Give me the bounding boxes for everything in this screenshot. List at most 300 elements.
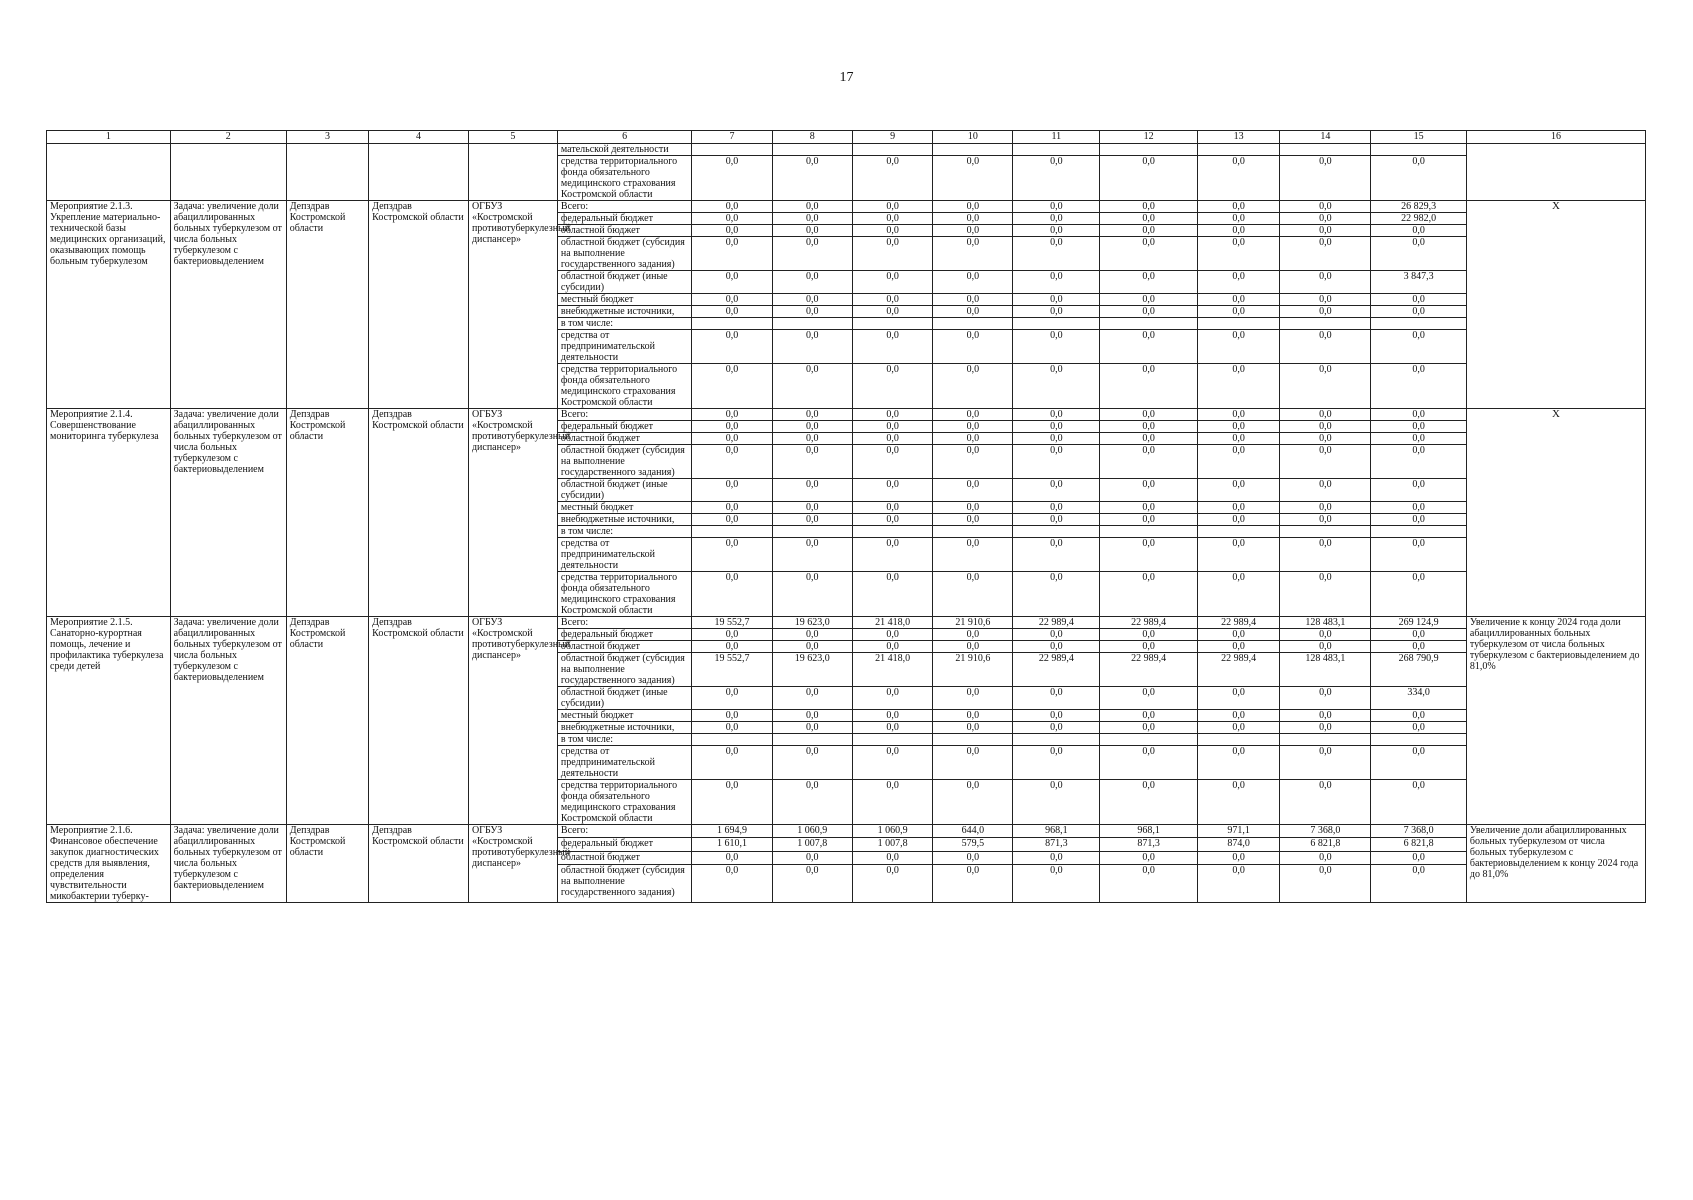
amount-cell: 334,0 (1371, 687, 1466, 710)
funding-source: мательской деятельности (557, 144, 692, 156)
amount-cell: 0,0 (852, 780, 932, 825)
amount-cell: 19 552,7 (692, 653, 772, 687)
amount-cell: 0,0 (1100, 629, 1198, 641)
amount-cell: 0,0 (772, 629, 852, 641)
amount-cell: 0,0 (692, 780, 772, 825)
amount-cell: 0,0 (852, 865, 932, 903)
amount-cell: 0,0 (933, 271, 1013, 294)
amount-cell: 0,0 (1100, 514, 1198, 526)
amount-cell: 0,0 (1197, 330, 1279, 364)
funding-source: средства от предпринимательской деятельности (557, 538, 692, 572)
amount-cell (1100, 526, 1198, 538)
amount-cell: 0,0 (1371, 746, 1466, 780)
funding-source: в том числе: (557, 734, 692, 746)
funding-source: областной бюджет (557, 225, 692, 237)
task-cell: Задача: увеличение доли абациллированных больных туберкулезом от числа больных туберкулезом с бактериовыделением (170, 201, 286, 409)
amount-cell: 1 610,1 (692, 838, 772, 851)
amount-cell: 0,0 (1197, 687, 1279, 710)
amount-cell: 0,0 (1197, 433, 1279, 445)
amount-cell: 0,0 (1100, 306, 1198, 318)
funding-source: областной бюджет (557, 641, 692, 653)
amount-cell: 0,0 (692, 514, 772, 526)
amount-cell: 0,0 (1100, 271, 1198, 294)
amount-cell: 0,0 (852, 225, 932, 237)
amount-cell: 0,0 (692, 201, 772, 213)
amount-cell: 0,0 (692, 722, 772, 734)
amount-cell (1197, 526, 1279, 538)
amount-cell: 22 989,4 (1013, 653, 1100, 687)
amount-cell: 0,0 (692, 710, 772, 722)
amount-cell: 0,0 (1197, 445, 1279, 479)
amount-cell: 0,0 (852, 722, 932, 734)
amount-cell: 968,1 (1013, 825, 1100, 838)
funding-source: внебюджетные источники, (557, 306, 692, 318)
funding-source: местный бюджет (557, 710, 692, 722)
amount-cell: 22 989,4 (1100, 653, 1198, 687)
amount-cell: 0,0 (772, 538, 852, 572)
funding-source: внебюджетные источники, (557, 722, 692, 734)
amount-cell: 0,0 (1280, 722, 1371, 734)
funding-source: областной бюджет (557, 851, 692, 864)
amount-cell: 0,0 (1013, 433, 1100, 445)
amount-cell: 1 007,8 (772, 838, 852, 851)
amount-cell: 0,0 (1371, 865, 1466, 903)
amount-cell: 0,0 (1013, 237, 1100, 271)
amount-cell: 1 060,9 (852, 825, 932, 838)
amount-cell (772, 144, 852, 156)
amount-cell: 0,0 (1100, 479, 1198, 502)
coexecutor-cell: Депздрав Костромской области (369, 617, 469, 825)
amount-cell: 7 368,0 (1280, 825, 1371, 838)
amount-cell (692, 734, 772, 746)
amount-cell: 0,0 (1371, 330, 1466, 364)
column-header: 1 (47, 131, 171, 144)
amount-cell: 7 368,0 (1371, 825, 1466, 838)
amount-cell: 968,1 (1100, 825, 1198, 838)
column-header: 15 (1371, 131, 1466, 144)
amount-cell: 21 418,0 (852, 653, 932, 687)
amount-cell: 0,0 (1371, 710, 1466, 722)
amount-cell: 22 989,4 (1197, 653, 1279, 687)
amount-cell: 0,0 (852, 364, 932, 409)
event-cell (47, 144, 171, 201)
amount-cell: 0,0 (1100, 851, 1198, 864)
amount-cell: 0,0 (1280, 364, 1371, 409)
amount-cell: 0,0 (852, 237, 932, 271)
amount-cell: 0,0 (1013, 865, 1100, 903)
table-body (47, 144, 1646, 903)
column-header: 6 (557, 131, 692, 144)
amount-cell: 0,0 (852, 156, 932, 201)
amount-cell: 0,0 (1100, 641, 1198, 653)
amount-cell: 0,0 (1197, 237, 1279, 271)
amount-cell: 19 623,0 (772, 653, 852, 687)
funding-source: в том числе: (557, 318, 692, 330)
amount-cell: 0,0 (1197, 502, 1279, 514)
amount-cell: 644,0 (933, 825, 1013, 838)
funding-source: Всего: (557, 201, 692, 213)
amount-cell: 0,0 (1280, 306, 1371, 318)
amount-cell: 0,0 (1371, 514, 1466, 526)
effect-cell: X (1466, 409, 1645, 617)
amount-cell: 0,0 (852, 710, 932, 722)
program-table (46, 130, 1646, 903)
amount-cell (1013, 526, 1100, 538)
amount-cell: 19 552,7 (692, 617, 772, 629)
amount-cell: 0,0 (1197, 364, 1279, 409)
amount-cell: 0,0 (1100, 746, 1198, 780)
amount-cell: 0,0 (933, 502, 1013, 514)
amount-cell: 0,0 (1197, 225, 1279, 237)
participant-cell (468, 144, 557, 201)
amount-cell: 0,0 (1371, 722, 1466, 734)
amount-cell (1280, 144, 1371, 156)
amount-cell: 128 483,1 (1280, 653, 1371, 687)
funding-source: Всего: (557, 825, 692, 838)
amount-cell: 22 989,4 (1100, 617, 1198, 629)
amount-cell: 3 847,3 (1371, 271, 1466, 294)
funding-source: областной бюджет (субсидия на выполнение государственного задания) (557, 865, 692, 903)
column-header: 13 (1197, 131, 1279, 144)
amount-cell: 22 989,4 (1013, 617, 1100, 629)
amount-cell: 0,0 (692, 479, 772, 502)
amount-cell: 0,0 (852, 433, 932, 445)
funding-source: областной бюджет (иные субсидии) (557, 687, 692, 710)
amount-cell: 0,0 (933, 433, 1013, 445)
amount-cell (772, 734, 852, 746)
funding-source: областной бюджет (субсидия на выполнение государственного задания) (557, 445, 692, 479)
amount-cell: 0,0 (772, 514, 852, 526)
amount-cell: 0,0 (1371, 421, 1466, 433)
amount-cell: 0,0 (772, 330, 852, 364)
funding-source: областной бюджет (субсидия на выполнение государственного задания) (557, 237, 692, 271)
coexecutor-cell: Депздрав Костромской области (369, 825, 469, 903)
amount-cell: 0,0 (1100, 538, 1198, 572)
amount-cell: 0,0 (1280, 780, 1371, 825)
amount-cell: 0,0 (1013, 409, 1100, 421)
amount-cell: 0,0 (1371, 306, 1466, 318)
amount-cell: 0,0 (1280, 641, 1371, 653)
executor-cell: Депздрав Костромской области (286, 409, 368, 617)
amount-cell: 0,0 (772, 722, 852, 734)
amount-cell: 0,0 (1280, 421, 1371, 433)
table-row (47, 825, 1646, 838)
amount-cell: 0,0 (772, 213, 852, 225)
amount-cell: 0,0 (1371, 364, 1466, 409)
amount-cell: 0,0 (852, 479, 932, 502)
amount-cell: 0,0 (1280, 514, 1371, 526)
amount-cell: 0,0 (1197, 271, 1279, 294)
funding-source: областной бюджет (субсидия на выполнение государственного задания) (557, 653, 692, 687)
amount-cell: 0,0 (692, 271, 772, 294)
amount-cell: 21 910,6 (933, 653, 1013, 687)
amount-cell: 0,0 (1371, 572, 1466, 617)
amount-cell (1197, 734, 1279, 746)
amount-cell: 0,0 (852, 572, 932, 617)
amount-cell: 0,0 (1100, 330, 1198, 364)
amount-cell: 0,0 (1013, 421, 1100, 433)
amount-cell: 0,0 (1371, 294, 1466, 306)
event-cell: Мероприятие 2.1.4. Совершенствование мониторинга туберкулеза (47, 409, 171, 617)
amount-cell: 6 821,8 (1280, 838, 1371, 851)
amount-cell: 0,0 (1197, 641, 1279, 653)
amount-cell: 0,0 (1100, 865, 1198, 903)
amount-cell: 0,0 (1100, 710, 1198, 722)
funding-source: средства территориального фонда обязательного медицинского страхования Костромской области (557, 572, 692, 617)
column-header: 16 (1466, 131, 1645, 144)
coexecutor-cell: Депздрав Костромской области (369, 201, 469, 409)
amount-cell: 0,0 (852, 421, 932, 433)
amount-cell (1197, 144, 1279, 156)
amount-cell: 0,0 (852, 306, 932, 318)
amount-cell: 0,0 (1100, 572, 1198, 617)
amount-cell: 0,0 (692, 851, 772, 864)
amount-cell (772, 318, 852, 330)
participant-cell: ОГБУЗ «Костромской противотуберкулезный диспансер» (468, 409, 557, 617)
participant-cell: ОГБУЗ «Костромской противотуберкулезный диспансер» (468, 617, 557, 825)
amount-cell (692, 526, 772, 538)
effect-cell: Увеличение к концу 2024 года доли абациллированных больных туберкулезом от числа больных туберкулезом с бактериовыделением до 81,0% (1466, 617, 1645, 825)
amount-cell: 0,0 (1100, 225, 1198, 237)
amount-cell (933, 526, 1013, 538)
amount-cell: 0,0 (1371, 237, 1466, 271)
amount-cell: 0,0 (692, 572, 772, 617)
executor-cell (286, 144, 368, 201)
amount-cell (852, 144, 932, 156)
amount-cell (933, 318, 1013, 330)
column-header: 11 (1013, 131, 1100, 144)
column-header: 14 (1280, 131, 1371, 144)
amount-cell: 0,0 (772, 865, 852, 903)
funding-source: областной бюджет (иные субсидии) (557, 271, 692, 294)
amount-cell (1100, 318, 1198, 330)
effect-cell: Увеличение доли абациллированных больных туберкулезом от числа больных туберкулезом с бактериовыделением к концу 2024 года до 81,0% (1466, 825, 1645, 903)
amount-cell: 1 007,8 (852, 838, 932, 851)
amount-cell: 0,0 (933, 421, 1013, 433)
amount-cell: 874,0 (1197, 838, 1279, 851)
amount-cell: 0,0 (852, 687, 932, 710)
amount-cell: 0,0 (692, 364, 772, 409)
amount-cell: 0,0 (692, 213, 772, 225)
amount-cell: 0,0 (1013, 687, 1100, 710)
amount-cell (1371, 144, 1466, 156)
amount-cell: 0,0 (933, 225, 1013, 237)
amount-cell: 0,0 (772, 409, 852, 421)
amount-cell: 0,0 (933, 294, 1013, 306)
amount-cell: 0,0 (772, 225, 852, 237)
amount-cell: 0,0 (1013, 445, 1100, 479)
amount-cell: 1 694,9 (692, 825, 772, 838)
task-cell: Задача: увеличение доли абациллированных больных туберкулезом от числа больных туберкулезом с бактериовыделением (170, 409, 286, 617)
amount-cell: 0,0 (1197, 213, 1279, 225)
amount-cell: 0,0 (852, 538, 932, 572)
amount-cell: 0,0 (1280, 294, 1371, 306)
amount-cell: 0,0 (852, 514, 932, 526)
amount-cell: 0,0 (1013, 294, 1100, 306)
amount-cell: 0,0 (1013, 722, 1100, 734)
amount-cell: 0,0 (852, 851, 932, 864)
amount-cell: 0,0 (852, 409, 932, 421)
amount-cell: 0,0 (1013, 225, 1100, 237)
amount-cell: 0,0 (1100, 409, 1198, 421)
amount-cell: 1 060,9 (772, 825, 852, 838)
event-cell: Мероприятие 2.1.3. Укрепление материально-технической базы медицинских организаций, оказывающих помощь больным туберкулезом (47, 201, 171, 409)
amount-cell: 0,0 (933, 687, 1013, 710)
amount-cell: 0,0 (1280, 746, 1371, 780)
amount-cell: 0,0 (1100, 502, 1198, 514)
amount-cell (1013, 318, 1100, 330)
amount-cell: 0,0 (852, 629, 932, 641)
table-row (47, 409, 1646, 421)
funding-source: местный бюджет (557, 502, 692, 514)
amount-cell: 0,0 (692, 445, 772, 479)
amount-cell: 0,0 (1100, 156, 1198, 201)
amount-cell: 0,0 (1100, 237, 1198, 271)
amount-cell: 871,3 (1013, 838, 1100, 851)
amount-cell: 0,0 (1013, 306, 1100, 318)
amount-cell: 0,0 (1371, 629, 1466, 641)
amount-cell: 0,0 (692, 865, 772, 903)
amount-cell: 0,0 (1371, 502, 1466, 514)
amount-cell: 0,0 (1013, 479, 1100, 502)
amount-cell: 971,1 (1197, 825, 1279, 838)
amount-cell: 0,0 (1280, 330, 1371, 364)
page-number: 17 (839, 70, 854, 85)
amount-cell: 0,0 (933, 780, 1013, 825)
amount-cell (1013, 734, 1100, 746)
amount-cell: 0,0 (1280, 445, 1371, 479)
amount-cell: 0,0 (692, 641, 772, 653)
amount-cell: 0,0 (933, 514, 1013, 526)
amount-cell: 0,0 (933, 409, 1013, 421)
amount-cell: 0,0 (1013, 851, 1100, 864)
effect-cell: X (1466, 201, 1645, 409)
amount-cell: 0,0 (1371, 851, 1466, 864)
amount-cell (692, 318, 772, 330)
amount-cell: 0,0 (1197, 710, 1279, 722)
executor-cell: Депздрав Костромской области (286, 825, 368, 903)
amount-cell: 0,0 (772, 201, 852, 213)
amount-cell: 0,0 (1280, 710, 1371, 722)
funding-source: в том числе: (557, 526, 692, 538)
amount-cell: 21 910,6 (933, 617, 1013, 629)
header-row (47, 131, 1646, 144)
amount-cell (852, 318, 932, 330)
amount-cell: 0,0 (772, 710, 852, 722)
column-header: 8 (772, 131, 852, 144)
amount-cell: 0,0 (1280, 433, 1371, 445)
effect-cell (1466, 144, 1645, 201)
amount-cell: 0,0 (933, 851, 1013, 864)
amount-cell (1371, 734, 1466, 746)
amount-cell: 0,0 (933, 629, 1013, 641)
funding-source: областной бюджет (557, 433, 692, 445)
amount-cell: 26 829,3 (1371, 201, 1466, 213)
amount-cell (1100, 734, 1198, 746)
funding-source: федеральный бюджет (557, 838, 692, 851)
amount-cell (852, 734, 932, 746)
amount-cell: 21 418,0 (852, 617, 932, 629)
amount-cell: 0,0 (772, 271, 852, 294)
amount-cell: 0,0 (1100, 421, 1198, 433)
amount-cell: 0,0 (852, 271, 932, 294)
amount-cell: 0,0 (1280, 237, 1371, 271)
amount-cell (1280, 526, 1371, 538)
funding-source: внебюджетные источники, (557, 514, 692, 526)
amount-cell: 0,0 (772, 851, 852, 864)
amount-cell: 0,0 (1280, 629, 1371, 641)
amount-cell: 0,0 (1197, 421, 1279, 433)
amount-cell: 0,0 (852, 213, 932, 225)
amount-cell: 19 623,0 (772, 617, 852, 629)
amount-cell: 0,0 (933, 710, 1013, 722)
amount-cell (692, 144, 772, 156)
amount-cell: 0,0 (1100, 445, 1198, 479)
amount-cell: 0,0 (1280, 851, 1371, 864)
amount-cell: 0,0 (933, 213, 1013, 225)
amount-cell: 0,0 (1197, 538, 1279, 572)
amount-cell: 0,0 (1197, 294, 1279, 306)
executor-cell: Депздрав Костромской области (286, 201, 368, 409)
amount-cell: 0,0 (933, 156, 1013, 201)
funding-source: местный бюджет (557, 294, 692, 306)
amount-cell: 0,0 (852, 641, 932, 653)
table-row (47, 201, 1646, 213)
amount-cell: 0,0 (692, 237, 772, 271)
amount-cell (1371, 318, 1466, 330)
amount-cell: 0,0 (1280, 409, 1371, 421)
column-header: 3 (286, 131, 368, 144)
task-cell: Задача: увеличение доли абациллированных больных туберкулезом от числа больных туберкулезом с бактериовыделением (170, 617, 286, 825)
amount-cell: 0,0 (772, 364, 852, 409)
task-cell: Задача: увеличение доли абациллированных больных туберкулезом от числа больных туберкулезом с бактериовыделением (170, 825, 286, 903)
amount-cell: 268 790,9 (1371, 653, 1466, 687)
amount-cell: 0,0 (1013, 538, 1100, 572)
amount-cell: 0,0 (1197, 572, 1279, 617)
table-row (47, 144, 1646, 156)
amount-cell: 0,0 (1371, 409, 1466, 421)
amount-cell: 0,0 (772, 641, 852, 653)
amount-cell: 0,0 (933, 641, 1013, 653)
amount-cell: 0,0 (1100, 294, 1198, 306)
amount-cell: 0,0 (1280, 225, 1371, 237)
amount-cell: 0,0 (852, 330, 932, 364)
amount-cell: 0,0 (1280, 156, 1371, 201)
amount-cell: 0,0 (1371, 641, 1466, 653)
amount-cell: 0,0 (1197, 722, 1279, 734)
participant-cell: ОГБУЗ «Костромской противотуберкулезный диспансер» (468, 201, 557, 409)
amount-cell (1280, 318, 1371, 330)
amount-cell: 0,0 (1371, 225, 1466, 237)
amount-cell: 0,0 (852, 201, 932, 213)
task-cell (170, 144, 286, 201)
amount-cell: 0,0 (1280, 865, 1371, 903)
column-header: 2 (170, 131, 286, 144)
amount-cell: 0,0 (933, 865, 1013, 903)
amount-cell: 0,0 (1280, 538, 1371, 572)
amount-cell: 0,0 (772, 479, 852, 502)
amount-cell: 0,0 (1280, 687, 1371, 710)
amount-cell (1013, 144, 1100, 156)
amount-cell: 0,0 (1197, 629, 1279, 641)
amount-cell: 0,0 (933, 306, 1013, 318)
amount-cell (772, 526, 852, 538)
amount-cell: 0,0 (772, 502, 852, 514)
amount-cell: 0,0 (1197, 865, 1279, 903)
amount-cell: 0,0 (933, 538, 1013, 572)
amount-cell: 0,0 (1197, 851, 1279, 864)
coexecutor-cell (369, 144, 469, 201)
